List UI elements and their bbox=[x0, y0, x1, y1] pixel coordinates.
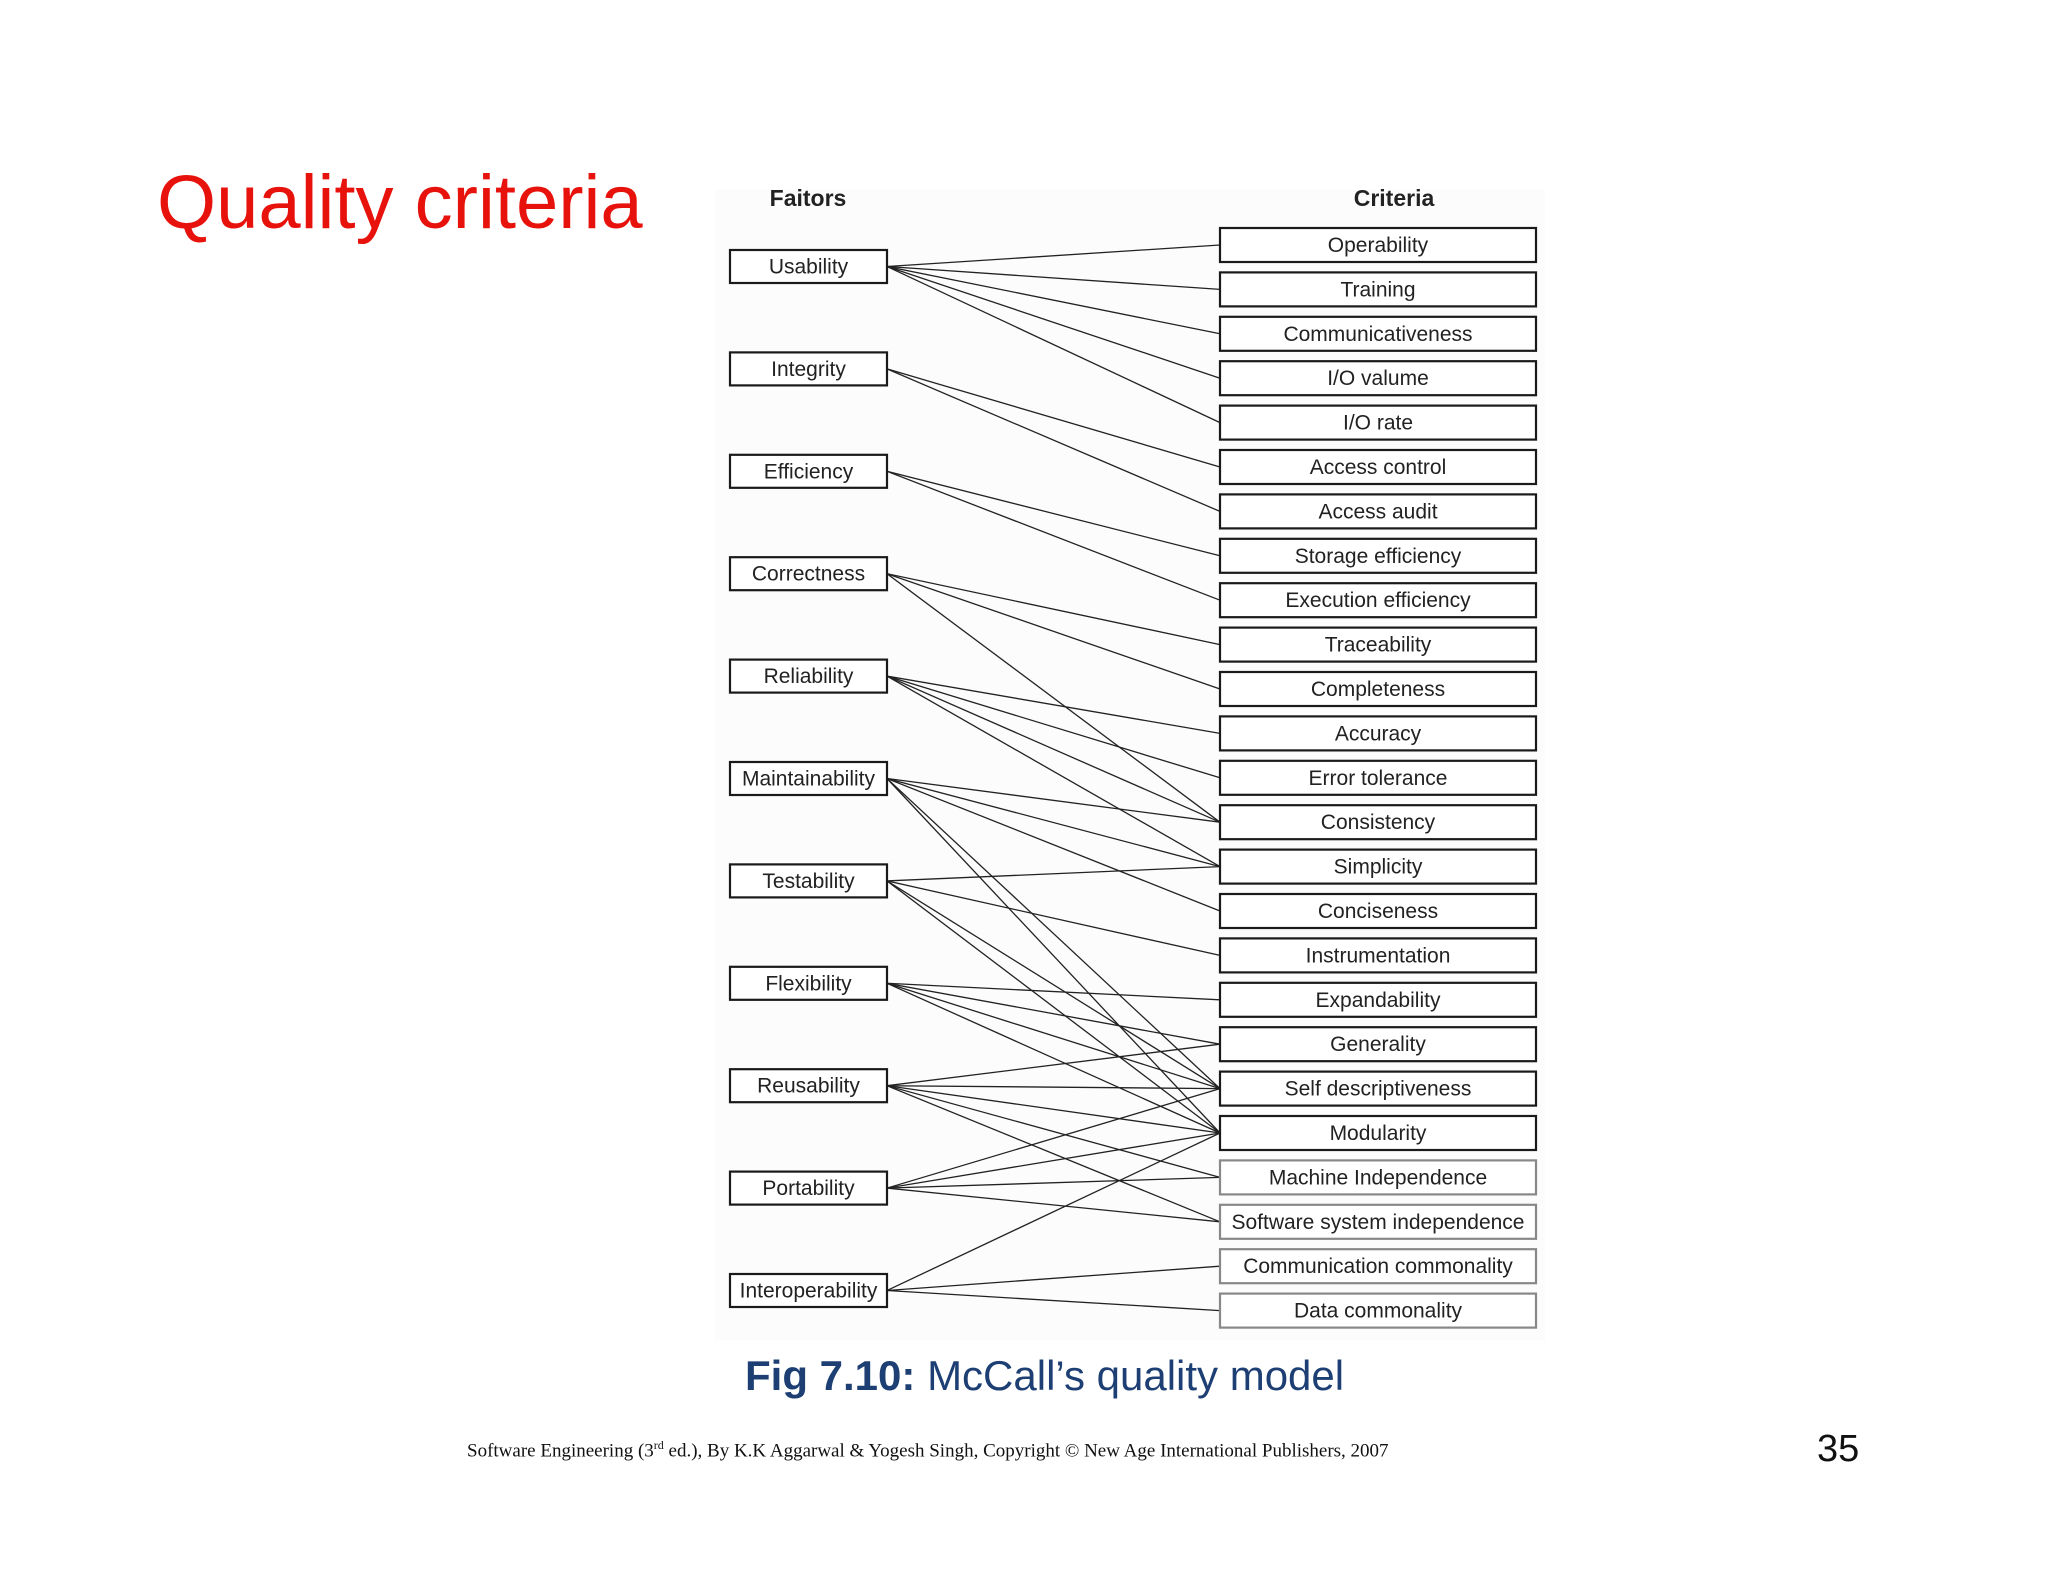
criteria-box-storage-efficiency bbox=[1220, 539, 1536, 573]
criteria-box-communication-commonality-label: Communication commonality bbox=[1243, 1255, 1513, 1279]
criteria-box-instrumentation-label: Instrumentation bbox=[1305, 944, 1451, 968]
figure-caption bbox=[745, 1352, 1344, 1400]
link-reusability-machine-independence bbox=[887, 1086, 1220, 1178]
link-correctness-completeness bbox=[887, 574, 1220, 689]
factor-box-maintainability-label: Maintainability bbox=[741, 767, 876, 791]
link-interoperability-data-commonality bbox=[887, 1291, 1220, 1311]
link-reliability-error-tolerance bbox=[887, 676, 1220, 778]
criteria-box-communicativeness bbox=[1220, 317, 1536, 351]
criteria-box-simplicity-label: Simplicity bbox=[1333, 855, 1423, 879]
factor-layer bbox=[730, 250, 887, 1307]
page-number: 35 bbox=[1817, 1428, 1860, 1470]
factors-header: Faitors bbox=[769, 185, 847, 211]
criteria-box-operability bbox=[1220, 228, 1536, 262]
factor-box-efficiency-label: Efficiency bbox=[763, 460, 854, 484]
criteria-box-machine-independence-label: Machine Independence bbox=[1268, 1166, 1488, 1190]
factor-box-reusability bbox=[730, 1069, 887, 1102]
link-portability-modularity bbox=[887, 1133, 1220, 1188]
factor-box-interoperability-label: Interoperability bbox=[739, 1279, 878, 1303]
criteria-box-i-o-valume-label: I/O valume bbox=[1327, 367, 1429, 391]
link-portability-software-system-independence bbox=[887, 1188, 1220, 1222]
factor-box-portability-label: Portability bbox=[762, 1177, 855, 1201]
link-integrity-access-control bbox=[887, 369, 1220, 467]
criteria-box-conciseness bbox=[1220, 894, 1536, 928]
factor-box-testability bbox=[730, 864, 887, 897]
link-maintainability-simplicity bbox=[887, 779, 1220, 867]
links-layer bbox=[887, 245, 1220, 1311]
criteria-box-traceability-label: Traceability bbox=[1324, 633, 1432, 657]
factor-box-flexibility bbox=[730, 967, 887, 1000]
link-interoperability-communication-commonality bbox=[887, 1266, 1220, 1290]
criteria-box-communication-commonality bbox=[1220, 1249, 1536, 1283]
caption-text: McCall’s quality model bbox=[927, 1352, 1345, 1399]
factor-box-flexibility-label: Flexibility bbox=[765, 972, 852, 996]
criteria-box-access-audit-label: Access audit bbox=[1318, 500, 1438, 524]
footer-text-start: Software Engineering (3 bbox=[467, 1440, 654, 1462]
criteria-box-modularity bbox=[1220, 1116, 1536, 1150]
criteria-box-access-control bbox=[1220, 450, 1536, 484]
footer-citation bbox=[467, 1438, 1389, 1462]
link-reusability-software-system-independence bbox=[887, 1086, 1220, 1222]
factor-box-testability-label: Testability bbox=[762, 869, 855, 893]
criteria-box-error-tolerance-label: Error tolerance bbox=[1308, 766, 1448, 790]
criteria-header: Criteria bbox=[1353, 185, 1435, 211]
slide-title: Quality criteria bbox=[157, 160, 643, 245]
criteria-box-expandability bbox=[1220, 983, 1536, 1017]
link-maintainability-conciseness bbox=[887, 779, 1220, 912]
criteria-box-simplicity bbox=[1220, 850, 1536, 884]
link-usability-i-o-valume bbox=[887, 267, 1220, 379]
link-maintainability-self-descriptiveness bbox=[887, 779, 1220, 1089]
link-correctness-traceability bbox=[887, 574, 1220, 645]
factor-box-integrity-label: Integrity bbox=[771, 357, 846, 381]
link-usability-training bbox=[887, 267, 1220, 290]
criteria-box-training-label: Training bbox=[1340, 278, 1416, 302]
criteria-box-generality bbox=[1220, 1027, 1536, 1061]
criteria-box-traceability bbox=[1220, 628, 1536, 662]
link-reusability-modularity bbox=[887, 1086, 1220, 1133]
criteria-box-execution-efficiency-label: Execution efficiency bbox=[1285, 589, 1471, 613]
link-usability-communicativeness bbox=[887, 267, 1220, 334]
footer-text-end: ed.), By K.K Aggarwal & Yogesh Singh, Copyright © New Age International Publishers, 2007 bbox=[663, 1440, 1389, 1462]
criteria-box-storage-efficiency-label: Storage efficiency bbox=[1294, 544, 1462, 568]
criteria-box-self-descriptiveness bbox=[1220, 1072, 1536, 1106]
criteria-box-modularity-label: Modularity bbox=[1329, 1122, 1427, 1145]
factor-box-maintainability bbox=[730, 762, 887, 795]
link-interoperability-modularity bbox=[887, 1133, 1220, 1291]
caption-label: Fig 7.10: bbox=[745, 1352, 916, 1399]
link-flexibility-generality bbox=[887, 983, 1220, 1044]
factor-box-usability bbox=[730, 250, 887, 283]
criteria-box-conciseness-label: Conciseness bbox=[1317, 900, 1439, 923]
criteria-layer bbox=[1220, 228, 1536, 1328]
criteria-box-execution-efficiency bbox=[1220, 583, 1536, 617]
link-flexibility-expandability bbox=[887, 983, 1220, 1000]
factor-box-correctness-label: Correctness bbox=[751, 562, 866, 586]
criteria-box-access-control-label: Access control bbox=[1309, 456, 1447, 479]
link-portability-self-descriptiveness bbox=[887, 1089, 1220, 1189]
criteria-box-consistency-label: Consistency bbox=[1320, 811, 1436, 835]
criteria-box-generality-label: Generality bbox=[1330, 1033, 1426, 1057]
factor-box-usability-label: Usability bbox=[768, 255, 849, 279]
factor-box-correctness bbox=[730, 557, 887, 590]
factor-box-reusability-label: Reusability bbox=[757, 1074, 860, 1098]
criteria-box-software-system-independence-label: Software system independence bbox=[1231, 1210, 1525, 1234]
criteria-box-instrumentation bbox=[1220, 938, 1536, 972]
criteria-box-operability-label: Operability bbox=[1327, 234, 1429, 257]
criteria-box-self-descriptiveness-label: Self descriptiveness bbox=[1284, 1077, 1472, 1101]
criteria-box-access-audit bbox=[1220, 494, 1536, 528]
factor-box-integrity bbox=[730, 352, 887, 385]
criteria-box-machine-independence bbox=[1220, 1160, 1536, 1194]
link-usability-i-o-rate bbox=[887, 267, 1220, 423]
criteria-box-i-o-valume bbox=[1220, 361, 1536, 395]
criteria-box-expandability-label: Expandability bbox=[1315, 988, 1441, 1012]
criteria-box-i-o-rate-label: I/O rate bbox=[1342, 411, 1414, 435]
link-usability-operability bbox=[887, 245, 1220, 267]
criteria-box-software-system-independence bbox=[1220, 1205, 1536, 1239]
criteria-box-accuracy-label: Accuracy bbox=[1334, 722, 1422, 746]
criteria-box-consistency bbox=[1220, 805, 1536, 839]
factor-box-portability bbox=[730, 1172, 887, 1205]
criteria-box-training bbox=[1220, 272, 1536, 306]
link-efficiency-storage-efficiency bbox=[887, 471, 1220, 556]
criteria-box-data-commonality bbox=[1220, 1294, 1536, 1328]
criteria-box-completeness bbox=[1220, 672, 1536, 706]
criteria-box-communicativeness-label: Communicativeness bbox=[1283, 322, 1473, 346]
factor-box-interoperability bbox=[730, 1274, 887, 1307]
criteria-box-data-commonality-label: Data commonality bbox=[1293, 1299, 1463, 1323]
link-portability-machine-independence bbox=[887, 1177, 1220, 1188]
factor-box-reliability-label: Reliability bbox=[763, 665, 854, 689]
link-flexibility-self-descriptiveness bbox=[887, 983, 1220, 1088]
factor-box-efficiency bbox=[730, 455, 887, 488]
link-reusability-self-descriptiveness bbox=[887, 1086, 1220, 1089]
link-testability-simplicity bbox=[887, 867, 1220, 881]
footer-superscript: rd bbox=[653, 1438, 664, 1452]
factor-box-reliability bbox=[730, 660, 887, 693]
criteria-box-i-o-rate bbox=[1220, 406, 1536, 440]
criteria-box-completeness-label: Completeness bbox=[1310, 678, 1446, 701]
criteria-box-error-tolerance bbox=[1220, 761, 1536, 795]
criteria-box-accuracy bbox=[1220, 716, 1536, 750]
